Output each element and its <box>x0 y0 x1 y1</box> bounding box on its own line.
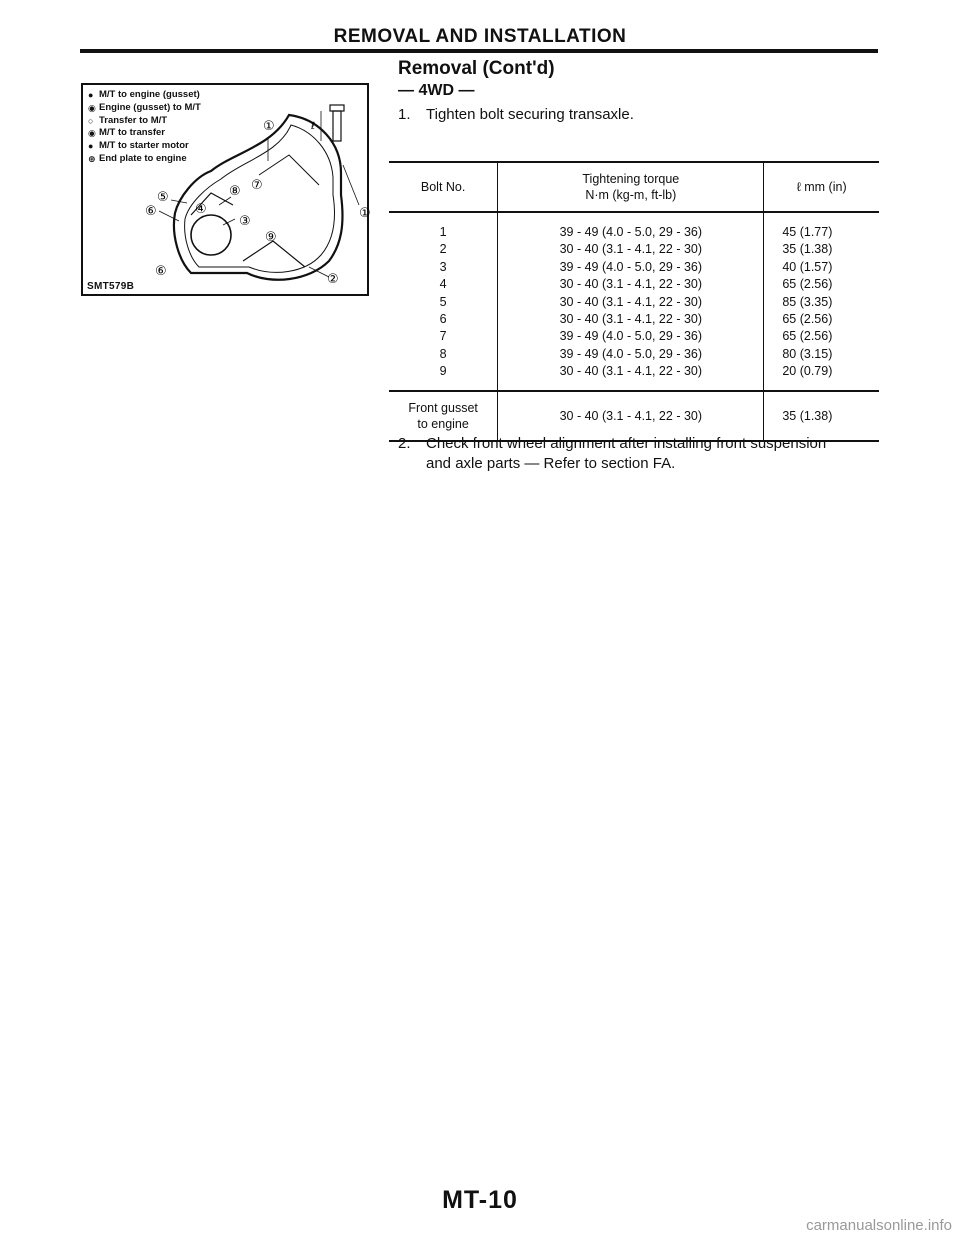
bolt-head <box>330 105 344 111</box>
legend-item <box>88 140 201 153</box>
callout-6-upper: ⑥ <box>145 204 157 219</box>
callout-9: ⑨ <box>265 230 277 245</box>
legend-item <box>88 102 201 115</box>
callout-1-top: ① <box>263 119 275 134</box>
length-cell: 20 (0.79) <box>782 364 833 379</box>
legend-symbol: ⊕ <box>88 153 96 164</box>
torque-cell: 39 - 49 (4.0 - 5.0, 29 - 36) <box>559 329 703 344</box>
legend-text: Transfer to M/T <box>99 114 168 126</box>
torque-cell: 30 - 40 (3.1 - 4.1, 22 - 30) <box>559 277 703 292</box>
bearing-bore <box>191 215 231 255</box>
legend-text: M/T to engine (gusset) <box>99 89 200 100</box>
header-length: ℓ mm (in) <box>764 162 879 212</box>
pointer-1-right <box>343 165 359 205</box>
callout-3: ③ <box>239 214 251 229</box>
torque-column <box>498 212 764 391</box>
callout-8: ⑧ <box>229 184 241 199</box>
bolt-number-cell: 5 <box>439 294 447 309</box>
legend-symbol: ◉ <box>88 128 96 139</box>
watermark: carmanualsonline.info <box>806 1217 952 1234</box>
header-bolt-no: Bolt No. <box>389 162 498 212</box>
tightening-torque-table <box>389 161 879 442</box>
length-list <box>782 213 879 390</box>
page-header-title: REMOVAL AND INSTALLATION <box>333 26 627 47</box>
bolt-number-cell: 1 <box>439 225 447 239</box>
step-2-line2: and axle parts — Refer to section FA. <box>426 455 676 472</box>
legend-symbol: ● <box>88 141 94 152</box>
length-column <box>764 212 879 391</box>
legend-text: M/T to starter motor <box>99 140 189 152</box>
front-gusset-torque-cell: 30 - 40 (3.1 - 4.1, 22 - 30) <box>498 391 764 441</box>
length-cell: 40 (1.57) <box>782 259 833 274</box>
callout-5: ⑤ <box>157 190 169 205</box>
legend-text: End plate to engine <box>99 152 187 164</box>
bolt-number-list <box>389 213 497 390</box>
torque-cell: 39 - 49 (4.0 - 5.0, 29 - 36) <box>559 346 703 361</box>
front-gusset-line1: Front gusset <box>408 400 478 415</box>
torque-cell: 30 - 40 (3.1 - 4.1, 22 - 30) <box>559 294 703 309</box>
legend-symbol: ○ <box>88 115 94 126</box>
page-number: MT-10 <box>442 1186 518 1214</box>
bolt-number-cell: 4 <box>439 277 447 292</box>
bolt-number-cell: 2 <box>439 242 447 257</box>
header-torque-line2: N·m (kg-m, ft-lb) <box>585 188 677 202</box>
length-cell: 35 (1.38) <box>782 242 833 257</box>
table-body-rows <box>389 212 879 391</box>
step-1-text: Tighten bolt securing transaxle. <box>426 106 634 123</box>
section-title: Removal (Cont'd) <box>398 58 555 79</box>
header-tightening-torque <box>498 162 764 212</box>
step-1-number: 1. <box>398 106 411 123</box>
bolt-number-cell: 8 <box>439 346 447 361</box>
legend-item <box>88 89 201 102</box>
bolt-number-cell: 3 <box>439 259 447 274</box>
step-2-number: 2. <box>398 435 411 452</box>
table-header-row <box>389 162 879 212</box>
torque-list <box>498 213 763 390</box>
front-gusset-length-cell: 35 (1.38) <box>764 391 879 441</box>
legend-text: M/T to transfer <box>99 127 165 139</box>
figure-code: SMT579B <box>87 281 135 292</box>
bolt-shank <box>333 111 341 141</box>
step-2-text-line1: Check front wheel alignment after installing front suspension <box>426 435 827 452</box>
legend-symbol: ◉ <box>88 102 96 113</box>
length-cell: 80 (3.15) <box>782 346 833 361</box>
header-rule <box>80 49 878 53</box>
step-2-line1 <box>398 434 826 454</box>
callout-7: ⑦ <box>251 178 263 193</box>
legend-text: Engine (gusset) to M/T <box>99 101 201 113</box>
torque-cell: 30 - 40 (3.1 - 4.1, 22 - 30) <box>559 242 703 257</box>
length-cell: 65 (2.56) <box>782 311 833 326</box>
legend-symbol: ● <box>88 90 94 100</box>
torque-cell: 39 - 49 (4.0 - 5.0, 29 - 36) <box>559 259 703 274</box>
drive-type-label: — 4WD — <box>398 82 475 99</box>
bolt-number-cell: 9 <box>439 364 447 379</box>
step-1 <box>398 106 634 123</box>
callout-2: ② <box>327 272 339 287</box>
length-cell: 65 (2.56) <box>782 277 833 292</box>
bolt-diagram-figure <box>81 83 369 296</box>
callout-1-right: ① <box>359 206 371 221</box>
bolt-number-cell: 6 <box>439 311 447 326</box>
length-cell: 45 (1.77) <box>782 225 833 239</box>
header-torque-line1: Tightening torque <box>582 172 680 186</box>
length-cell: 65 (2.56) <box>782 329 833 344</box>
torque-cell: 39 - 49 (4.0 - 5.0, 29 - 36) <box>559 225 703 239</box>
bolt-number-column <box>389 212 498 391</box>
legend-item <box>88 115 201 128</box>
bolt-number-cell: 7 <box>439 329 447 344</box>
figure-legend <box>88 89 201 166</box>
callout-4: ④ <box>195 202 207 217</box>
front-gusset-line2: to engine <box>417 416 469 431</box>
step-2 <box>398 434 826 474</box>
legend-item <box>88 153 201 166</box>
length-cell: 85 (3.35) <box>782 294 833 309</box>
legend-item <box>88 127 201 140</box>
length-symbol: ℓ <box>311 121 316 132</box>
callout-6-lower: ⑥ <box>155 264 167 279</box>
torque-cell: 30 - 40 (3.1 - 4.1, 22 - 30) <box>559 311 703 326</box>
torque-cell: 30 - 40 (3.1 - 4.1, 22 - 30) <box>559 364 703 379</box>
